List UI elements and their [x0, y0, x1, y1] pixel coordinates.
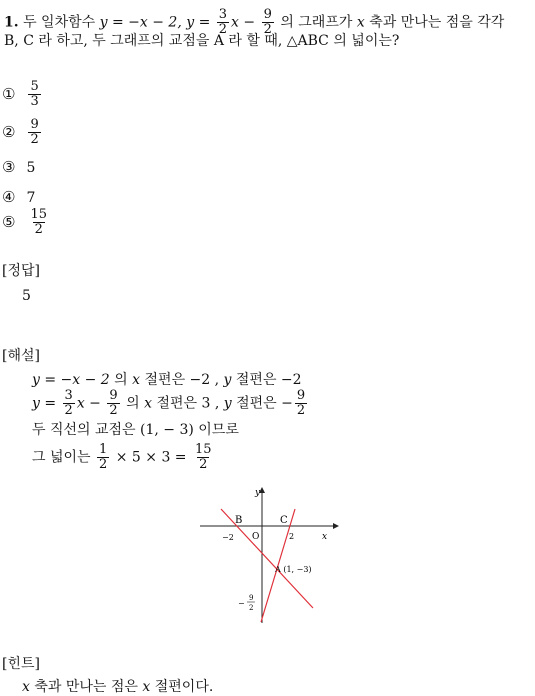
axis-x-label: x — [322, 532, 328, 542]
solution-header: [해설] — [2, 348, 40, 364]
problem-number: 1. — [4, 14, 19, 31]
fraction: $\frac{15}{2}$ — [30, 207, 47, 237]
fraction: $\frac{9}{2}$ — [30, 117, 39, 147]
tick-2: 2 — [289, 532, 295, 541]
choice-5[interactable]: ⑤ $\frac{15}{2}$ — [2, 207, 47, 237]
y-intercept-den: 2 — [249, 604, 254, 612]
point-a-label: A (1, −3) — [275, 565, 312, 574]
axis-y-label: y — [255, 488, 261, 498]
choice-4[interactable]: ④ 7 — [2, 188, 36, 206]
choice-3[interactable]: ③ 5 — [2, 158, 36, 176]
hint-text: x 축과 만나는 점은 x 절편이다. — [22, 679, 214, 695]
fraction: $\frac{3}{2}$ — [218, 7, 228, 37]
solution-line-3: 두 직선의 교점은 (1, − 3) 이므로 — [32, 422, 239, 438]
fraction: $\frac{3}{2}$ — [64, 388, 73, 418]
equation-1: y = −x − 2, — [99, 14, 182, 31]
tick-neg-2: −2 — [222, 533, 234, 542]
y-intercept-num: 9 — [249, 594, 254, 602]
problem-line-2: B, C 라 하고, 두 그래프의 교점을 A 라 할 때, △ABC 의 넓이는? — [4, 33, 400, 49]
fraction: $\frac{9}{2}$ — [296, 388, 306, 418]
origin-label: O — [252, 532, 260, 542]
hint-header: [힌트] — [2, 656, 40, 672]
fraction: $\frac{15}{2}$ — [195, 442, 212, 472]
fraction: $\frac{9}{2}$ — [109, 388, 118, 418]
point-c-label: C — [280, 515, 288, 526]
solution-line-1: y = −x − 2 의 x 절편은 −2 , y 절편은 −2 — [32, 372, 302, 388]
graph-figure — [195, 483, 340, 626]
fraction: $\frac{1}{2}$ — [99, 442, 108, 472]
choice-2[interactable]: ② $\frac{9}{2}$ — [2, 117, 39, 147]
answer-header: [정답] — [2, 263, 40, 279]
answer-value: 5 — [22, 288, 31, 304]
x-axis-arrow — [333, 523, 339, 529]
problem-line-1: 1. 두 일차함수 y = −x − 2, y = $\frac{3}{2}$ x − $\frac{9}{2}$ 의 그래프가 x 축과 만나는 점을 각각 — [4, 7, 505, 37]
fraction: $\frac{9}{2}$ — [263, 7, 272, 37]
choice-1[interactable]: ① $\frac{5}{3}$ — [2, 79, 39, 109]
point-b-label: B — [235, 515, 243, 526]
y-intercept-minus: − — [238, 599, 245, 608]
solution-line-2: y = $\frac{3}{2}$ x − $\frac{9}{2}$ 의 x 절편은 3 , y 절편은 − $\frac{9}{2}$ — [32, 388, 306, 418]
solution-line-4: 그 넓이는 $\frac{1}{2}$ × 5 × 3 = $\frac{15}{2}$ — [32, 442, 212, 472]
fraction: $\frac{5}{3}$ — [30, 79, 39, 109]
